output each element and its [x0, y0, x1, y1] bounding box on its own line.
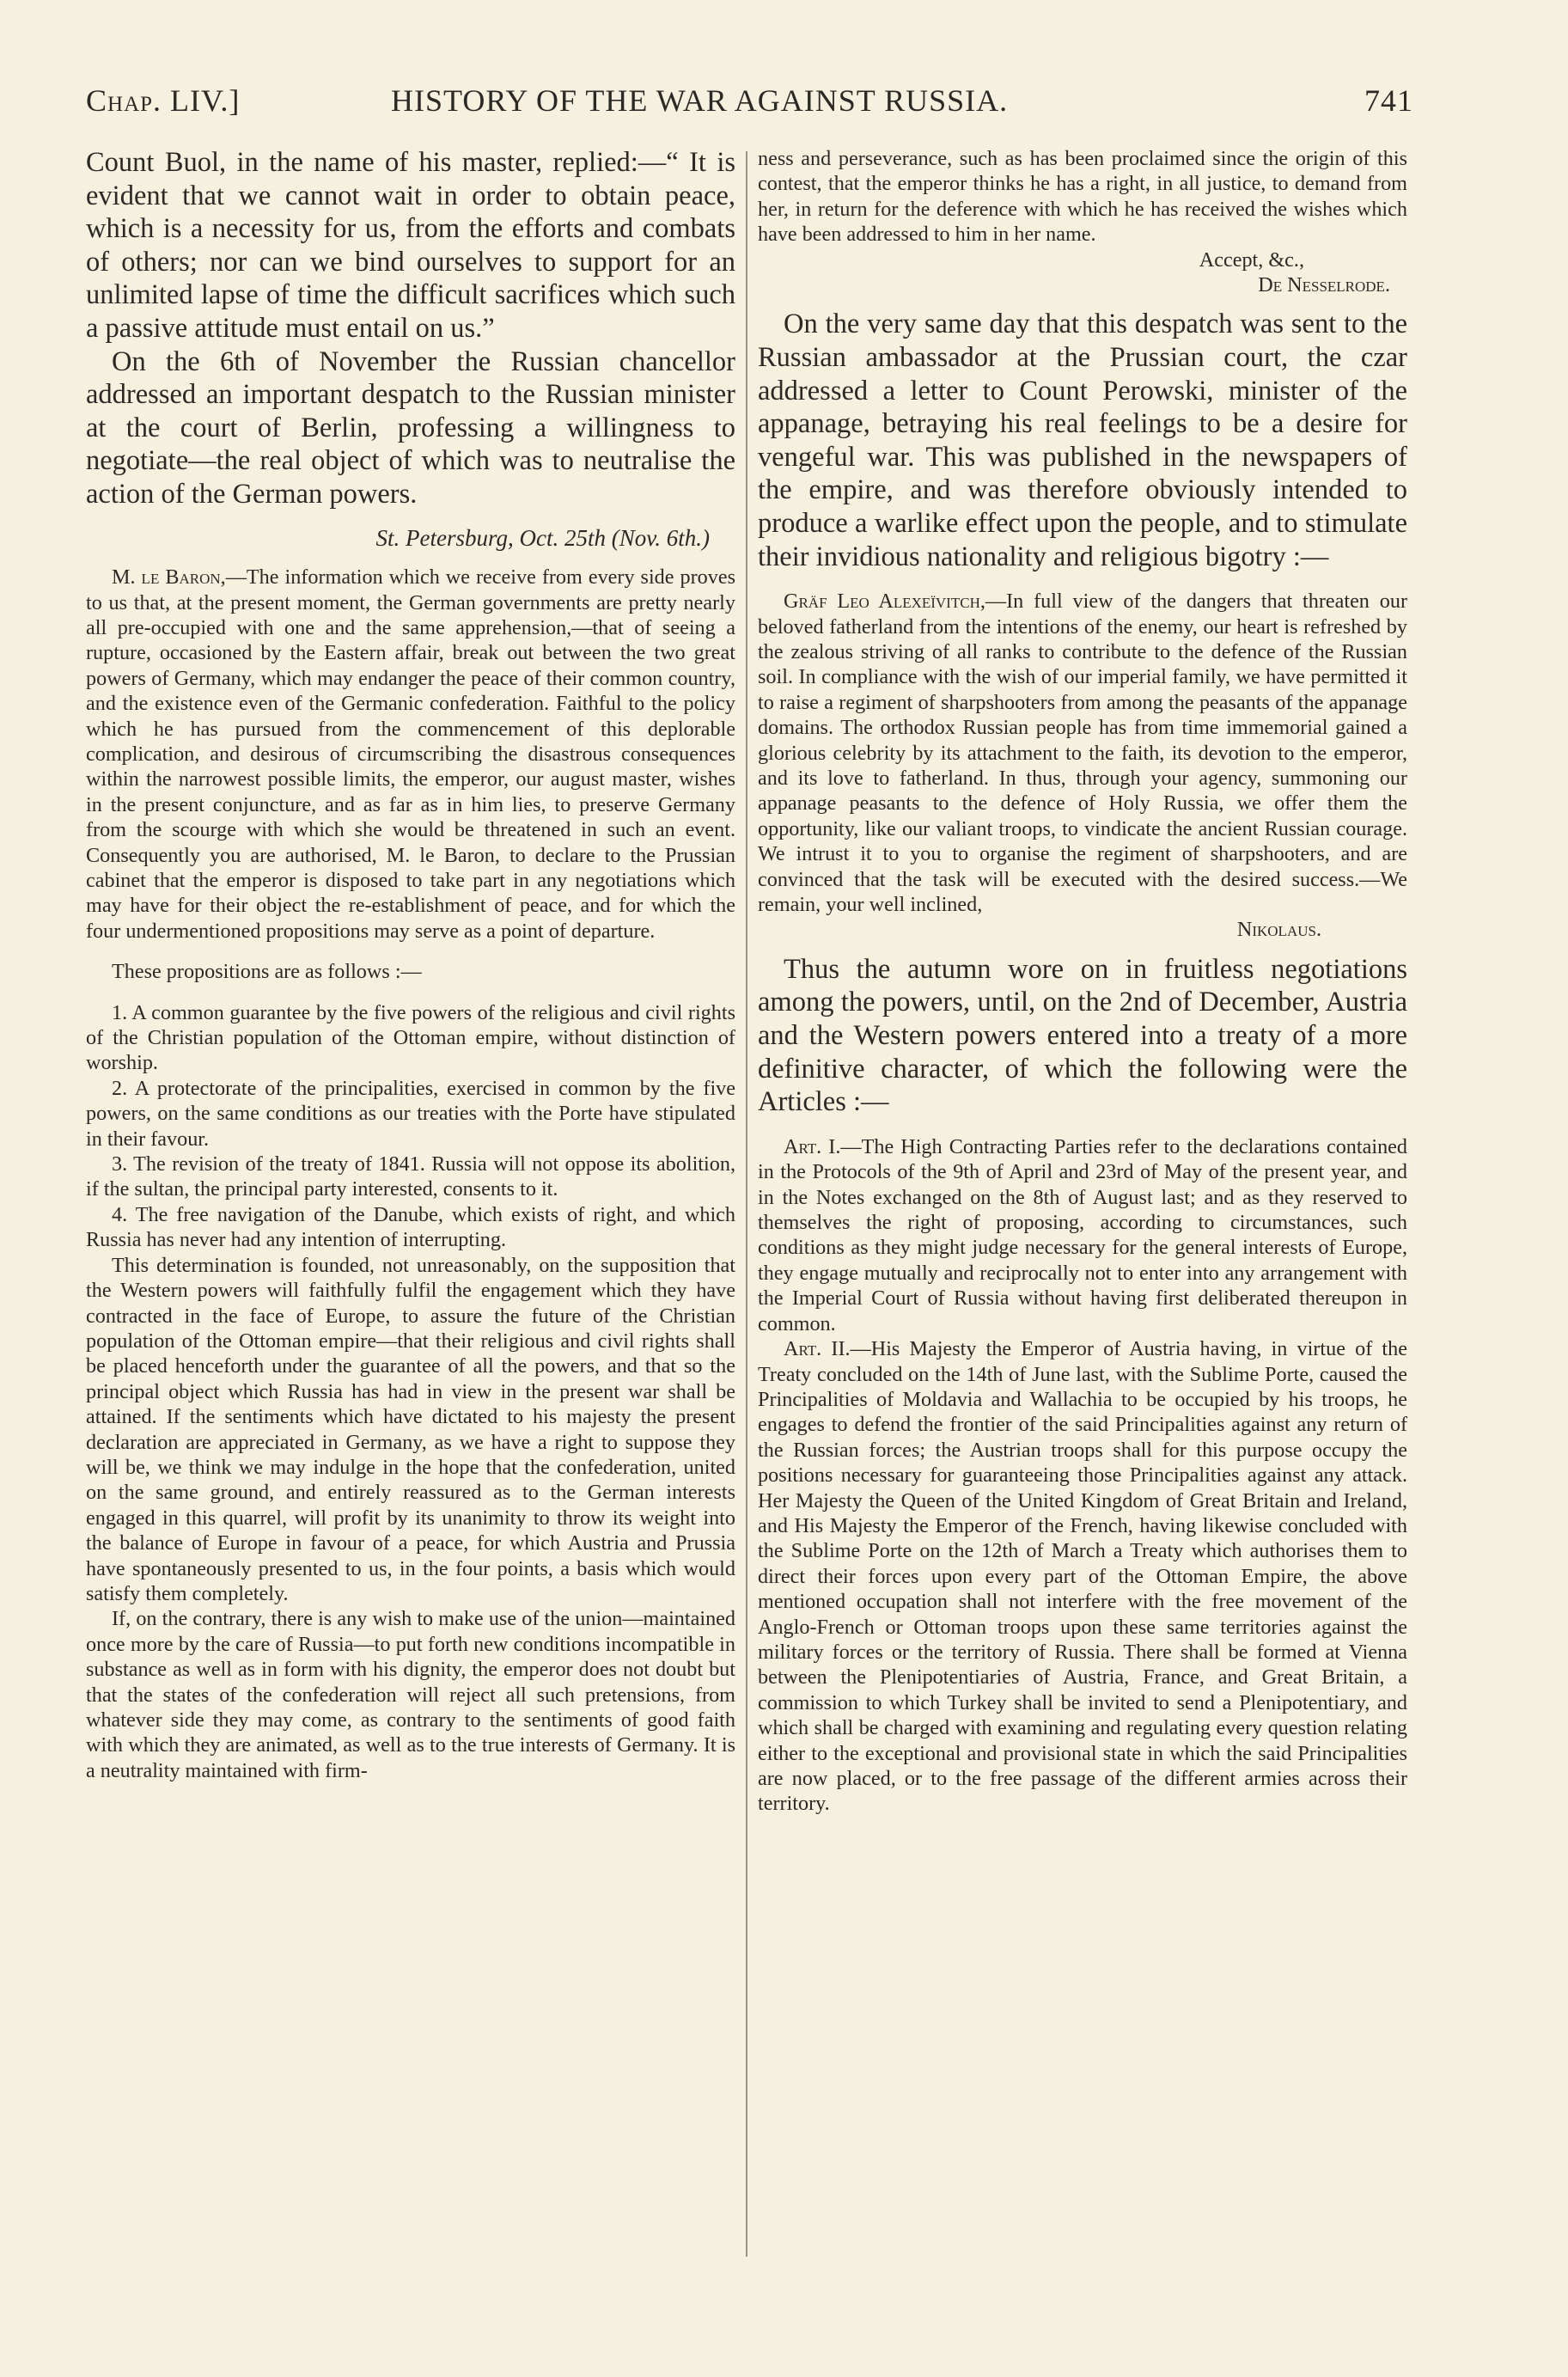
propositions-list [86, 1000, 735, 1253]
paragraph-russian-chancellor: On the 6th of November the Russian chancellor addressed an important despatch to the Russian minister at the court of Berlin, professing a willingness to negotiate—the real object of which was to neutralise the action of the German powers. [86, 345, 735, 510]
dateline: St. Petersburg, Oct. 25th (Nov. 6th.) [375, 524, 710, 551]
right-column [758, 146, 1407, 1817]
article-body: —The High Contracting Parties refer to the declarations contained in the Protocols of the 9th of April and 23rd of May of the present year, and in the Notes exchanged on the 8th of August last; and as they reserved to themselves the right of proposing, according to circumstances, such conditions as they might judge necessary for the general interests of Europe, they engage mutually and reciprocally not to enter into any arrangement with the Imperial Court of Russia without having first deliberated thereupon in common. [758, 1134, 1407, 1335]
paragraph-autumn: Thus the autumn wore on in fruitless negotiations among the powers, until, on the 2nd of December, Austria and the Western powers entered into a treaty of a more definitive character, of which the following were the Articles :— [758, 953, 1407, 1118]
paragraph-determination: This determination is founded, not unreasonably, on the supposition that the Western powers will faithfully fulfil the engagement which they have contracted in the face of Europe, to assure the future of the Christian population of the Ottoman empire—that their religious and civil rights shall be placed henceforth under the guarantee of all the powers, and that so the principal object which Russia has had in view in the present war shall be attained. If the sentiments which have dictated to his majesty the present declaration are appreciated in Germany, as we have a right to suppose they will be, we think we may indulge in the hope that the confederation, united on the same ground, and entirely reassured as to the German interests engaged in this quarrel, will profit by its unanimity to throw its weight into the balance of Europe in favour of a peace, for which Austria and Prussia have spontaneously presented to us, in the four points, a basis which would satisfy them completely. [86, 1253, 735, 1605]
article-label: Art. II. [784, 1337, 851, 1361]
letter-body: —The information which we receive from every side proves to us that, at the present moment, the German governments are pretty nearly all pre-occupied with one and the same apprehension,—that of seeing a rupture, occasioned by the Eastern affair, break out between the two great powers of Germany, which may endanger the peace of their common country, and the existence even of the Germanic confederation. Faithful to the policy which he has pursued from the commencement of this deplorable complication, and desirous of circumscribing the disastrous consequences within the narrowest possible limits, the emperor, our august master, wishes in the present conjuncture, and as far as in him lies, to preserve Germany from the scourge with which she would be threatened in such an event. Consequently you are authorised, M. le Baron, to declare to the Prussian cabinet that the emperor is disposed to take part in any negotiations which may have for their object the re-establishment of peace, and for which the four undermentioned propositions may serve as a point of departure. [86, 565, 735, 943]
proposition-item: 2. A protectorate of the principalities, exercised in common by the five powers, on the same conditions as our treaties with the Porte have stipulated in their favour. [86, 1076, 735, 1151]
column-divider [746, 151, 747, 2257]
article-1 [758, 1134, 1407, 1336]
despatch-continuation: ness and perseverance, such as has been proclaimed since the origin of this contest, that the emperor thinks he has a right, in all justice, to demand from her, in return for the deference with which he has received the wishes which have been addressed to him in her name. [758, 147, 1407, 247]
proposition-item: 3. The revision of the treaty of 1841. Russia will not oppose its abolition, if the sultan, the principal party interested, consents to it. [86, 1152, 735, 1201]
closing: Accept, &c., [1199, 247, 1304, 272]
salutation: Gräf Leo Alexeïvitch, [784, 590, 985, 614]
letter-body: —In full view of the dangers that threaten our beloved fatherland from the intentions of the enemy, our heart is refreshed by the zealous striving of all ranks to contribute to the defence of the Russian soil. In compliance with the wish of our imperial family, we have permitted it to raise a regiment of sharpshooters from among the peasants of the appanage domains. The orthodox Russian people has from time immemorial gained a glorious celebrity by its attachment to the faith, its devotion to the emperor, and its love to fatherland. In thus, through your agency, summoning our appanage peasants to the defence of Holy Russia, we offer them the opportunity, like our valiant troops, to vindicate the ancient Russian courage. We intrust it to you to organise the regiment of sharpshooters, and are convinced that the task will be executed with the desired success.—We remain, your well inclined, [758, 590, 1408, 917]
propositions-intro: These propositions are as follows :— [112, 960, 422, 984]
czar-letter [758, 589, 1407, 917]
salutation: M. le Baron, [112, 565, 226, 590]
running-header [86, 82, 1413, 125]
page-number: 741 [1364, 83, 1413, 118]
paragraph-contrary: If, on the contrary, there is any wish to make use of the union—maintained once more by the care of Russia—to put forth new conditions incompatible in substance as well as in form with his dignity, the emperor does not doubt but that the states of the confederation will reject all such pretensions, from whatever side they may come, as contrary to the sentiments of good faith with which they are animated, as well as to the true interests of Germany. It is a neutrality maintained with firm- [86, 1607, 735, 1782]
signature-nikolaus: Nikolaus. [1236, 918, 1321, 942]
article-label: Art. I. [784, 1134, 841, 1158]
proposition-item: 4. The free navigation of the Danube, which exists of right, and which Russia has never had any intention of interrupting. [86, 1202, 735, 1252]
paragraph-same-day: On the very same day that this despatch was sent to the Russian ambassador at the Prussian court, the czar addressed a letter to Count Perowski, minister of the appanage, betraying his real feelings to be a desire for vengeful war. This was published in the newspapers of the empire, and was therefore obviously intended to produce a warlike effect upon the people, and to stimulate their invidious nationality and religious bigotry :— [758, 309, 1407, 572]
proposition-item: 1. A common guarantee by the five powers of the religious and civil rights of the Christian population of the Ottoman empire, without distinction of worship. [86, 1000, 735, 1075]
article-body: —His Majesty the Emperor of Austria having, in virtue of the Treaty concluded on the 14th of June last, with the Sublime Porte, caused the Principalities of Moldavia and Wallachia to be occupied by his troops, he engages to defend the frontier of the said Principalities against any return of the Russian forces; the Austrian troops shall for this purpose occupy the positions necessary for guaranteeing those Principalities against any attack. Her Majesty the Queen of the United Kingdom of Great Britain and Ireland, and His Majesty the Emperor of the French, having likewise concluded with the Sublime Porte on the 12th of March a Treaty which authorises them to direct their forces upon every part of the Ottoman Empire, the above mentioned occupation shall not interfere with the free movement of the Anglo-French or Ottoman troops upon these same territories against the military forces or the territory of Russia. There shall be formed at Vienna between the Plenipotentiaries of Austria, France, and Great Britain, a commission to which Turkey shall be invited to send a Plenipotentiary, and which shall be charged with examining and regulating every question relating either to the exceptional and provisional state in which the said Principalities are now placed, or to the free passage of the different armies across their territory. [758, 1337, 1407, 1816]
chapter-label: Chap. LIV.] [86, 83, 241, 118]
left-column [86, 146, 735, 1783]
despatch-letter [86, 565, 735, 944]
signature-nesselrode: De Nesselrode. [1258, 273, 1390, 297]
article-2 [758, 1336, 1407, 1817]
running-title: HISTORY OF THE WAR AGAINST RUSSIA. [391, 83, 1009, 118]
paragraph-count-buol: Count Buol, in the name of his master, replied:—“ It is evident that we cannot wait in order to obtain peace, which is a necessity for us, from the efforts and combats of others; nor can we bind ourselves to support for an unlimited lapse of time the difficult sacrifices which such a passive attitude must entail on us.” [86, 147, 735, 344]
